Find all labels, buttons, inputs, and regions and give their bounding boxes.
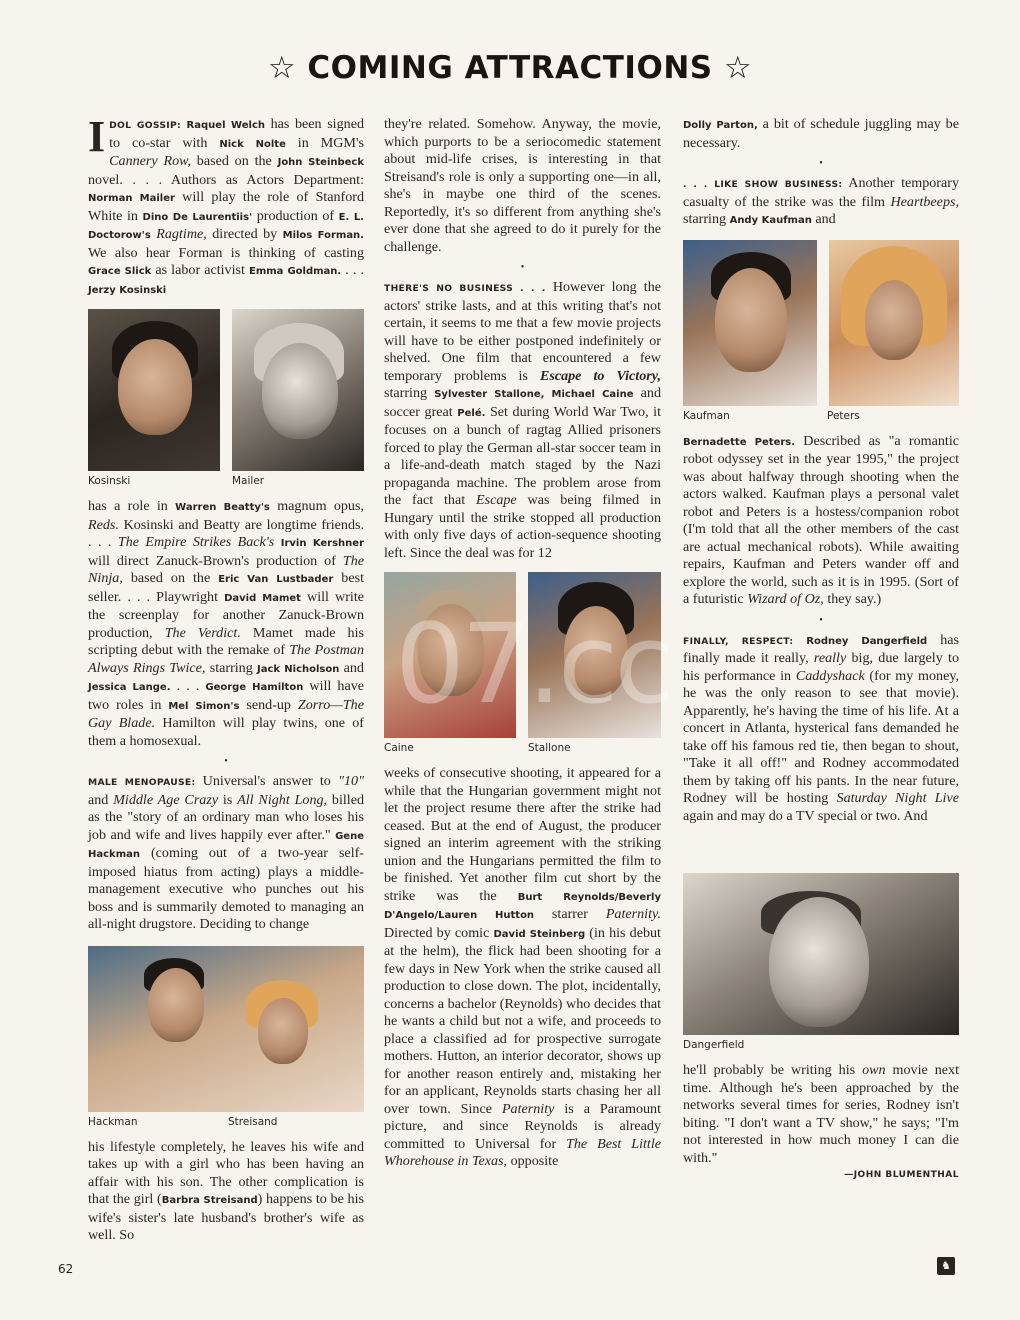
section-bullet: • — [224, 756, 228, 767]
film-title: Escape to Victory, — [539, 367, 661, 384]
film-title: All Night Long, — [237, 791, 328, 808]
person-name: David Steinberg — [493, 928, 586, 940]
text-run: Universal's answer to — [195, 773, 339, 789]
person-name: Grace Slick — [88, 266, 152, 277]
author-byline: —JOHN BLUMENTHAL — [844, 1170, 959, 1180]
section-heading: MALE MENOPAUSE: — [88, 777, 196, 788]
person-name: Andy Kaufman — [729, 215, 812, 226]
film-title: The Verdict. — [164, 624, 241, 641]
article-paragraph — [88, 1139, 364, 1245]
person-name: Jerzy Kosinski — [88, 284, 167, 296]
text-run: is — [218, 791, 238, 808]
caption-row — [683, 409, 959, 423]
text-run: We also hear Forman is thinking of casting — [88, 244, 364, 261]
film-title: Zorro—The Gay Blade. — [88, 696, 364, 731]
photo-caption: Caine — [384, 742, 414, 754]
text-run: directed by — [206, 226, 283, 242]
text-run: Kosinski and Beatty are longtime friends. . . . — [88, 516, 364, 550]
photo-row — [88, 309, 364, 471]
text-run: (in his debut at the helm), the flick had been shooting for a few days in New York when the strike caused all production to close down. The plot, incidentally, concerns a bachelor (Reynolds) who decides that he wants a child but not a wife, and proceeds to place a classified ad for prospective surrogate mothers. Hutton, an interior decorator, shows up for another reason entirely and, mistaking her for an applicant, Reynolds starts chasing her all over town. Since — [384, 924, 661, 1117]
person-name: Bernadette Peters. — [683, 436, 796, 448]
caption-row — [683, 1038, 959, 1052]
text-run: send-up — [239, 696, 298, 713]
photo-caption: Mailer — [232, 475, 265, 487]
photo-caption: Kaufman — [683, 409, 730, 422]
text-run: again and may do a TV special or two. And — [683, 807, 928, 824]
text-run: based on the — [122, 570, 219, 586]
article-paragraph — [683, 433, 959, 609]
person-name: Milos Forman. — [282, 230, 364, 241]
film-title: Cannery Row, — [109, 153, 191, 169]
photo-row — [683, 240, 959, 406]
section-heading: . . . LIKE SHOW BUSINESS: — [683, 179, 843, 190]
person-name: Norman Mailer — [88, 193, 175, 204]
person-name: Jessica Lange. — [88, 682, 171, 693]
text-run: will write the screenplay for another Zanuck-Brown production, — [88, 588, 364, 641]
kosinski-photo — [88, 309, 220, 471]
film-title: "10" — [338, 773, 364, 789]
text-run: Another temporary casualty of the strike was the film — [683, 175, 959, 210]
text-run: movie next time. Although he's been approached by the networks several times for series, Rodney isn't biting. "I don't want a TV show," he says; "I'm not interested in how much money I can die with." — [683, 1062, 959, 1166]
text-run: they say.) — [823, 591, 882, 607]
text-run: has finally made it really, — [683, 631, 959, 666]
text-run: starring — [205, 659, 258, 676]
article-paragraph — [88, 498, 364, 750]
article-paragraph — [683, 1062, 959, 1167]
watermark: 07.cc — [395, 600, 671, 728]
text-run: will direct Zanuck-Brown's production of — [88, 552, 343, 569]
text-run: magnum opus, — [269, 498, 364, 514]
section-heading: DOL GOSSIP: — [109, 120, 181, 131]
film-title: Escape — [475, 492, 517, 508]
article-paragraph — [384, 765, 661, 1171]
caption-row — [88, 1115, 364, 1129]
text-run: as labor activist — [151, 262, 249, 278]
film-title: The Empire Strikes Back's — [117, 534, 275, 550]
text-run: in MGM's — [285, 134, 364, 151]
text-run: will have two roles in — [88, 678, 364, 713]
column-1 — [88, 112, 365, 1245]
section-heading: THERE'S NO BUSINESS . . . — [384, 283, 546, 294]
text-run: starrer — [534, 906, 606, 922]
article-paragraph — [88, 773, 364, 934]
text-run: (coming out of a two-year self-imposed hiatus from acting) plays a middle-management executive who punches out his boss and is summarily demoted to managing an all-night drugstore. Deciding to change — [88, 845, 364, 932]
text-run: his lifestyle completely, he leaves his wife and takes up with a girl who has been having an affair with his son. The other complication is that the girl ( — [88, 1138, 364, 1207]
text-run: However long the actors' strike lasts, and at this writing that's not certain, it seems to me that a few movie projects will have to be either postponed indefinitely or shelved. One film that encountered a few temporary problems is — [384, 279, 661, 384]
film-title: Paternity. — [605, 906, 662, 922]
text-run — [793, 632, 806, 648]
end-mark-logo: ♞ — [937, 1257, 955, 1275]
emphasis: own — [862, 1062, 886, 1078]
section-heading: FINALLY, RESPECT: — [683, 635, 794, 647]
text-run: big, due largely to his performance in — [683, 650, 959, 684]
text-run: opposite — [507, 1153, 559, 1169]
person-name: Emma Goldman. — [249, 266, 342, 277]
photo-caption: Dangerfield — [683, 1039, 745, 1051]
text-run: was being filmed in Hungary until the strike stopped all production with only five days of action-sequence shooting left. Since the deal was for 12 — [384, 492, 662, 561]
article-paragraph: they're related. Somehow. Anyway, the movie, which purports to be a seriocomedic statement about mid-life crises, is interesting in that Streisand's role is only a supporting one—in all, she's in maybe one third of the scenes. Reportedly, it's so different from anything she's ever done that she agreed to do it purely for the challenge. — [384, 116, 661, 255]
emphasis: really — [813, 650, 847, 666]
person-name: Sylvester Stallone, Michael Caine — [434, 389, 634, 400]
page-number: 62 — [58, 1262, 74, 1276]
article-paragraph — [88, 112, 365, 299]
kaufman-photo — [683, 240, 817, 406]
person-name: E. L. Doctorow's — [88, 211, 364, 241]
person-name: David Mamet — [224, 592, 301, 604]
article-paragraph — [683, 175, 959, 230]
person-name: Gene Hackman — [88, 830, 364, 860]
photo-caption: Hackman — [88, 1115, 138, 1128]
person-name: Rodney Dangerfield — [806, 635, 928, 647]
text-run: starring — [384, 385, 435, 401]
person-name: Raquel Welch — [181, 120, 265, 131]
text-run: novel. . . . Authors as Actors Department: — [88, 171, 364, 188]
text-run: . . . — [170, 678, 206, 694]
person-name: Irvin Kershner — [280, 538, 365, 549]
text-run: production of — [252, 207, 339, 224]
film-title: Paternity — [501, 1100, 555, 1117]
person-name: Warren Beatty's — [175, 502, 270, 513]
photo-caption: Stallone — [528, 742, 571, 754]
person-name: Dino De Laurentiis' — [142, 211, 253, 223]
section-bullet: • — [819, 158, 823, 169]
person-name: Burt Reynolds/Beverly D'Angelo/Lauren Hutton — [384, 891, 661, 921]
page-title: ☆ COMING ATTRACTIONS ☆ — [267, 50, 753, 86]
text-run: he'll probably be writing his — [683, 1062, 863, 1078]
text-run: Mamet made his scripting debut with the remake of — [88, 624, 364, 658]
text-run: Hamilton will play twins, one of them a homosexual. — [88, 715, 364, 749]
article-paragraph — [683, 632, 959, 826]
person-name: George Hamilton — [205, 682, 304, 693]
person-name: Barbra Streisand — [161, 1195, 258, 1206]
text-run: and — [811, 211, 836, 227]
photo-caption: Kosinski — [88, 475, 131, 487]
person-name: Nick Nolte — [219, 138, 286, 150]
dangerfield-photo — [683, 873, 959, 1035]
text-run: best seller. . . . Playwright — [88, 570, 364, 605]
film-title: Caddyshack — [795, 667, 865, 684]
text-run: billed as the "story of an ordinary man who loses his job and wife and lives happily ever after." — [88, 791, 365, 843]
film-title: Heartbeeps, — [890, 193, 959, 210]
column-3 — [683, 116, 959, 1185]
person-name: Mel Simon's — [168, 700, 240, 712]
text-run: ) happens to be his wife's sister's late husband's brother's wife as well. So — [88, 1191, 365, 1243]
film-title: The Best Little Whorehouse in Texas, — [384, 1135, 661, 1169]
text-run: will play the role of Stanford White in — [88, 189, 364, 224]
section-bullet: • — [520, 262, 525, 273]
text-run: (for my money, he was the only reason to see that movie). Apparently, he's having the time of his life. At a concert in Atlanta, hysterical fans demanded he take off his famous red tie, then began to shout, "Take it all off!" and Rodney accommodated them by taking off his pants. In the near future, Rodney will be hosting — [683, 667, 959, 806]
caption-row — [384, 741, 661, 755]
text-run: and — [339, 659, 364, 676]
text-run: has a role in — [88, 498, 176, 514]
mailer-photo — [232, 309, 364, 471]
text-run: has been signed to co-star with — [109, 116, 364, 151]
text-run: and soccer great — [384, 385, 662, 420]
person-name: Pelé. — [457, 407, 486, 419]
text-run: based on the — [191, 153, 278, 169]
article-paragraph — [384, 279, 661, 562]
peters-photo — [829, 240, 959, 406]
person-name: John Steinbeck — [277, 157, 365, 168]
text-run: Directed by comic — [384, 924, 494, 941]
text-run: Described as "a romantic robot odyssey set in the year 1995," the project was about halfway through shooting when the actors walked. Kaufman plays a personal valet robot and Peters is a hostess/companion robot (I'm told that all the other members of the cast are actual mechanical robots). While awaiting repairs, Kaufman and Peters wander off and explore the world, such as it is in 1995. (Sort of a futuristic — [683, 432, 959, 607]
text-run: weeks of consecutive shooting, it appeared for a while that the Hungarian government might not let the project resume there after the strike had ceased. But at the end of August, the producer signed an interim agreement with the striking union and the Hungarians permitted the film to be finished. Yet another film cut short by the strike was the — [384, 765, 661, 904]
drop-cap: I — [88, 112, 106, 161]
photo-caption: Peters — [827, 409, 860, 422]
text-run: Set during World War Two, it focuses on a bunch of ragtag Allied prisoners forced to play the German all-star soccer team in a life-and-death match staged by the Nazi propaganda machine. The problem arose from the fact that — [384, 403, 661, 508]
photo-caption: Streisand — [228, 1115, 278, 1128]
text-run: and — [88, 791, 114, 808]
film-title: The Ninja, — [88, 552, 364, 586]
text-run: is a Paramount picture, and since Reynolds is already committed to Universal for — [384, 1100, 661, 1152]
show-title: Saturday Night Live — [836, 790, 959, 806]
film-title: Ragtime, — [156, 226, 207, 242]
stallone-photo — [528, 572, 661, 738]
text-run: starring — [683, 211, 730, 227]
caine-photo — [384, 572, 516, 738]
film-title: The Postman Always Rings Twice, — [88, 642, 364, 676]
photo-row — [384, 572, 661, 738]
person-name: Eric Van Lustbader — [218, 574, 334, 585]
text-run: a bit of schedule juggling may be necessary. — [683, 116, 959, 151]
hackman-streisand-photo — [88, 946, 364, 1112]
article-paragraph — [683, 116, 959, 152]
section-bullet: • — [819, 614, 823, 626]
column-2 — [384, 116, 661, 1171]
text-run: . . . — [341, 262, 365, 278]
film-title: Reds. — [88, 516, 119, 533]
film-title: Middle Age Crazy — [113, 791, 219, 808]
caption-row — [88, 474, 364, 488]
film-title: Wizard of Oz, — [747, 591, 824, 607]
person-name: Jack Nicholson — [257, 663, 340, 675]
person-name: Dolly Parton, — [683, 120, 758, 131]
